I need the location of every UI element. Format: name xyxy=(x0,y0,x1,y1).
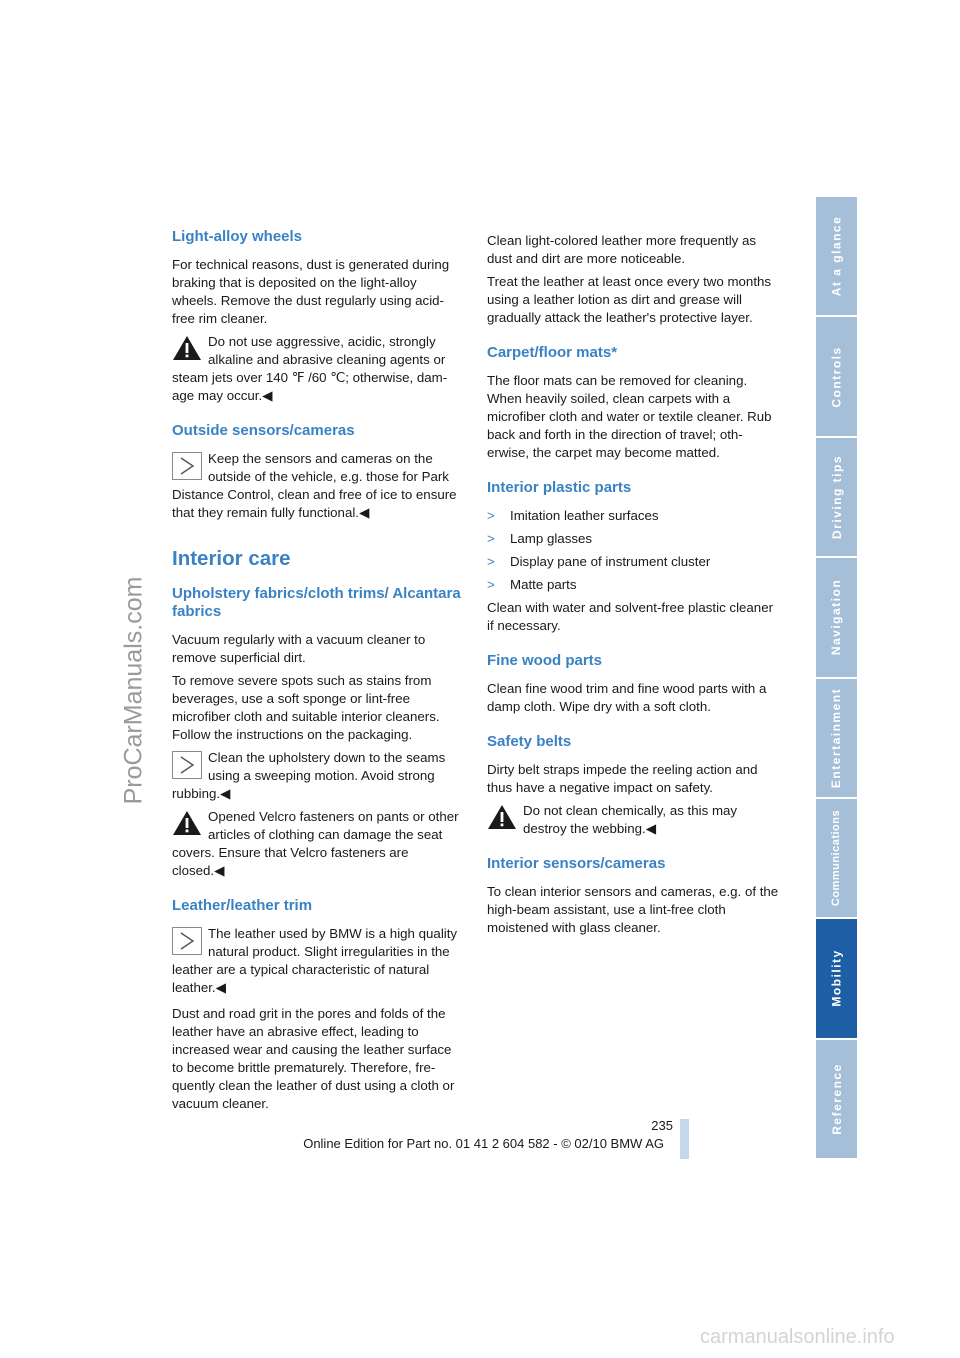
note-arrow-icon xyxy=(172,927,202,953)
note-text: Clean the upholstery down to the seams using a sweeping motion. Avoid strong rubbing.◀ xyxy=(172,750,446,801)
paragraph: To remove severe spots such as stains from beverages, use a soft sponge or lint-free microfiber cloth and suitable interior cleaners. Follow the instructions on the packaging. xyxy=(172,673,440,742)
paragraph: Dirty belt straps impede the reeling action and thus have a negative impact on safety. xyxy=(487,762,758,795)
info-note xyxy=(172,749,464,803)
list-item xyxy=(487,576,779,594)
heading-fine-wood: Fine wood parts xyxy=(487,652,603,669)
bullet-marker: > xyxy=(487,508,495,523)
tab-driving-tips[interactable]: Driving tips xyxy=(816,438,857,558)
note-arrow-icon xyxy=(172,751,202,777)
tab-controls[interactable]: Controls xyxy=(816,317,857,437)
tab-entertainment[interactable]: Entertainment xyxy=(816,679,857,799)
bullet-marker: > xyxy=(487,554,495,569)
bullet-marker: > xyxy=(487,531,495,546)
note-arrow-icon xyxy=(172,452,202,478)
tab-reference[interactable]: Reference xyxy=(816,1040,857,1160)
edition-line: Online Edition for Part no. 01 41 2 604 582 - © 02/10 BMW AG xyxy=(303,1136,664,1151)
tab-at-a-glance[interactable]: At a glance xyxy=(816,197,857,317)
paragraph: Vacuum regularly with a vacuum cleaner to remove superficial dirt. xyxy=(172,632,426,665)
warning-text: Do not use aggressive, acidic, strongly alkaline and abrasive cleaning agents or steam jets over 140 ℉ /60 ℃; otherwise, dam-age may occur.◀ xyxy=(172,334,448,403)
list-item-text: Imitation leather surfaces xyxy=(510,508,659,523)
warning-icon xyxy=(172,335,202,361)
list-item-text: Display pane of instrument cluster xyxy=(510,554,711,569)
section-tabs xyxy=(816,197,857,1160)
paragraph: Clean light-colored leather more frequently as dust and dirt are more noticeable. xyxy=(487,233,757,266)
page-number: 235 xyxy=(651,1118,673,1133)
list-item xyxy=(487,507,779,525)
heading-interior-care: Interior care xyxy=(172,547,291,570)
heading-light-alloy-wheels: Light-alloy wheels xyxy=(172,228,303,245)
list-item xyxy=(487,530,779,548)
heading-interior-sensors: Interior sensors/cameras xyxy=(487,855,666,872)
paragraph: Clean fine wood trim and fine wood parts with a damp cloth. Wipe dry with a soft cloth. xyxy=(487,681,767,714)
warning-icon xyxy=(487,804,517,830)
heading-outside-sensors: Outside sensors/cameras xyxy=(172,422,355,439)
note-text: Keep the sensors and cameras on the outside of the vehicle, e.g. those for Park Distance Control, clean and free of ice to ensure that they remain fully functional.◀ xyxy=(172,451,457,520)
paragraph: Clean with water and solvent-free plastic cleaner if necessary. xyxy=(487,600,774,633)
paragraph: To clean interior sensors and cameras, e.g. of the high-beam assistant, use a lint-free cloth moistened with glass cleaner. xyxy=(487,884,779,935)
paragraph: Dust and road grit in the pores and folds of the leather have an abrasive effect, leading to increased wear and causing the leather surface to become brittle prematurely. Therefore, fre-quently clean the leather of dust using a cloth or vacuum cleaner. xyxy=(172,1006,455,1111)
bullet-marker: > xyxy=(487,577,495,592)
paragraph: For technical reasons, dust is generated during braking that is deposited on the light-alloy wheels. Remove the dust regularly using acid-free rim cleaner. xyxy=(172,257,450,326)
site-watermark xyxy=(104,570,164,810)
list-item xyxy=(487,553,779,571)
warning-text: Do not clean chemically, as this may destroy the webbing.◀ xyxy=(523,803,738,836)
right-column xyxy=(487,232,779,942)
info-note xyxy=(172,450,464,522)
tab-communications[interactable]: Communications xyxy=(816,799,857,919)
warning-note xyxy=(172,333,464,405)
heading-carpet: Carpet/floor mats* xyxy=(487,344,618,361)
heading-plastic-parts: Interior plastic parts xyxy=(487,479,632,496)
warning-icon xyxy=(172,810,202,836)
list-item-text: Lamp glasses xyxy=(510,531,593,546)
paragraph: Treat the leather at least once every two months using a leather lotion as dirt and grease will gradually attack the leather's protective layer. xyxy=(487,274,772,325)
warning-note xyxy=(487,802,779,838)
warning-note xyxy=(172,808,464,880)
paragraph: The floor mats can be removed for cleaning. When heavily soiled, clean carpets with a microfiber cloth and water or textile cleaner. Rub back and forth in the direction of travel; oth-erwise, the carpet may become matted. xyxy=(487,373,772,460)
left-column xyxy=(172,228,464,1118)
watermark-text: ProCarManuals.com xyxy=(119,576,148,804)
heading-safety-belts: Safety belts xyxy=(487,733,572,750)
warning-text: Opened Velcro fasteners on pants or other articles of clothing can damage the seat covers. Ensure that Velcro fasteners are closed.◀ xyxy=(172,809,459,878)
list-item-text: Matte parts xyxy=(510,577,577,592)
bottom-watermark: carmanualsonline.info xyxy=(700,1326,895,1348)
heading-leather: Leather/leather trim xyxy=(172,897,313,914)
note-text: The leather used by BMW is a high quality natural product. Slight irregularities in the leather are a typical characteristic of natural leather.◀ xyxy=(172,926,458,995)
page-number-bar xyxy=(680,1119,689,1159)
info-note xyxy=(172,925,464,997)
heading-upholstery: Upholstery fabrics/cloth trims/ Alcantara fabrics xyxy=(172,585,461,620)
tab-navigation[interactable]: Navigation xyxy=(816,558,857,678)
tab-mobility[interactable]: Mobility xyxy=(816,919,857,1039)
